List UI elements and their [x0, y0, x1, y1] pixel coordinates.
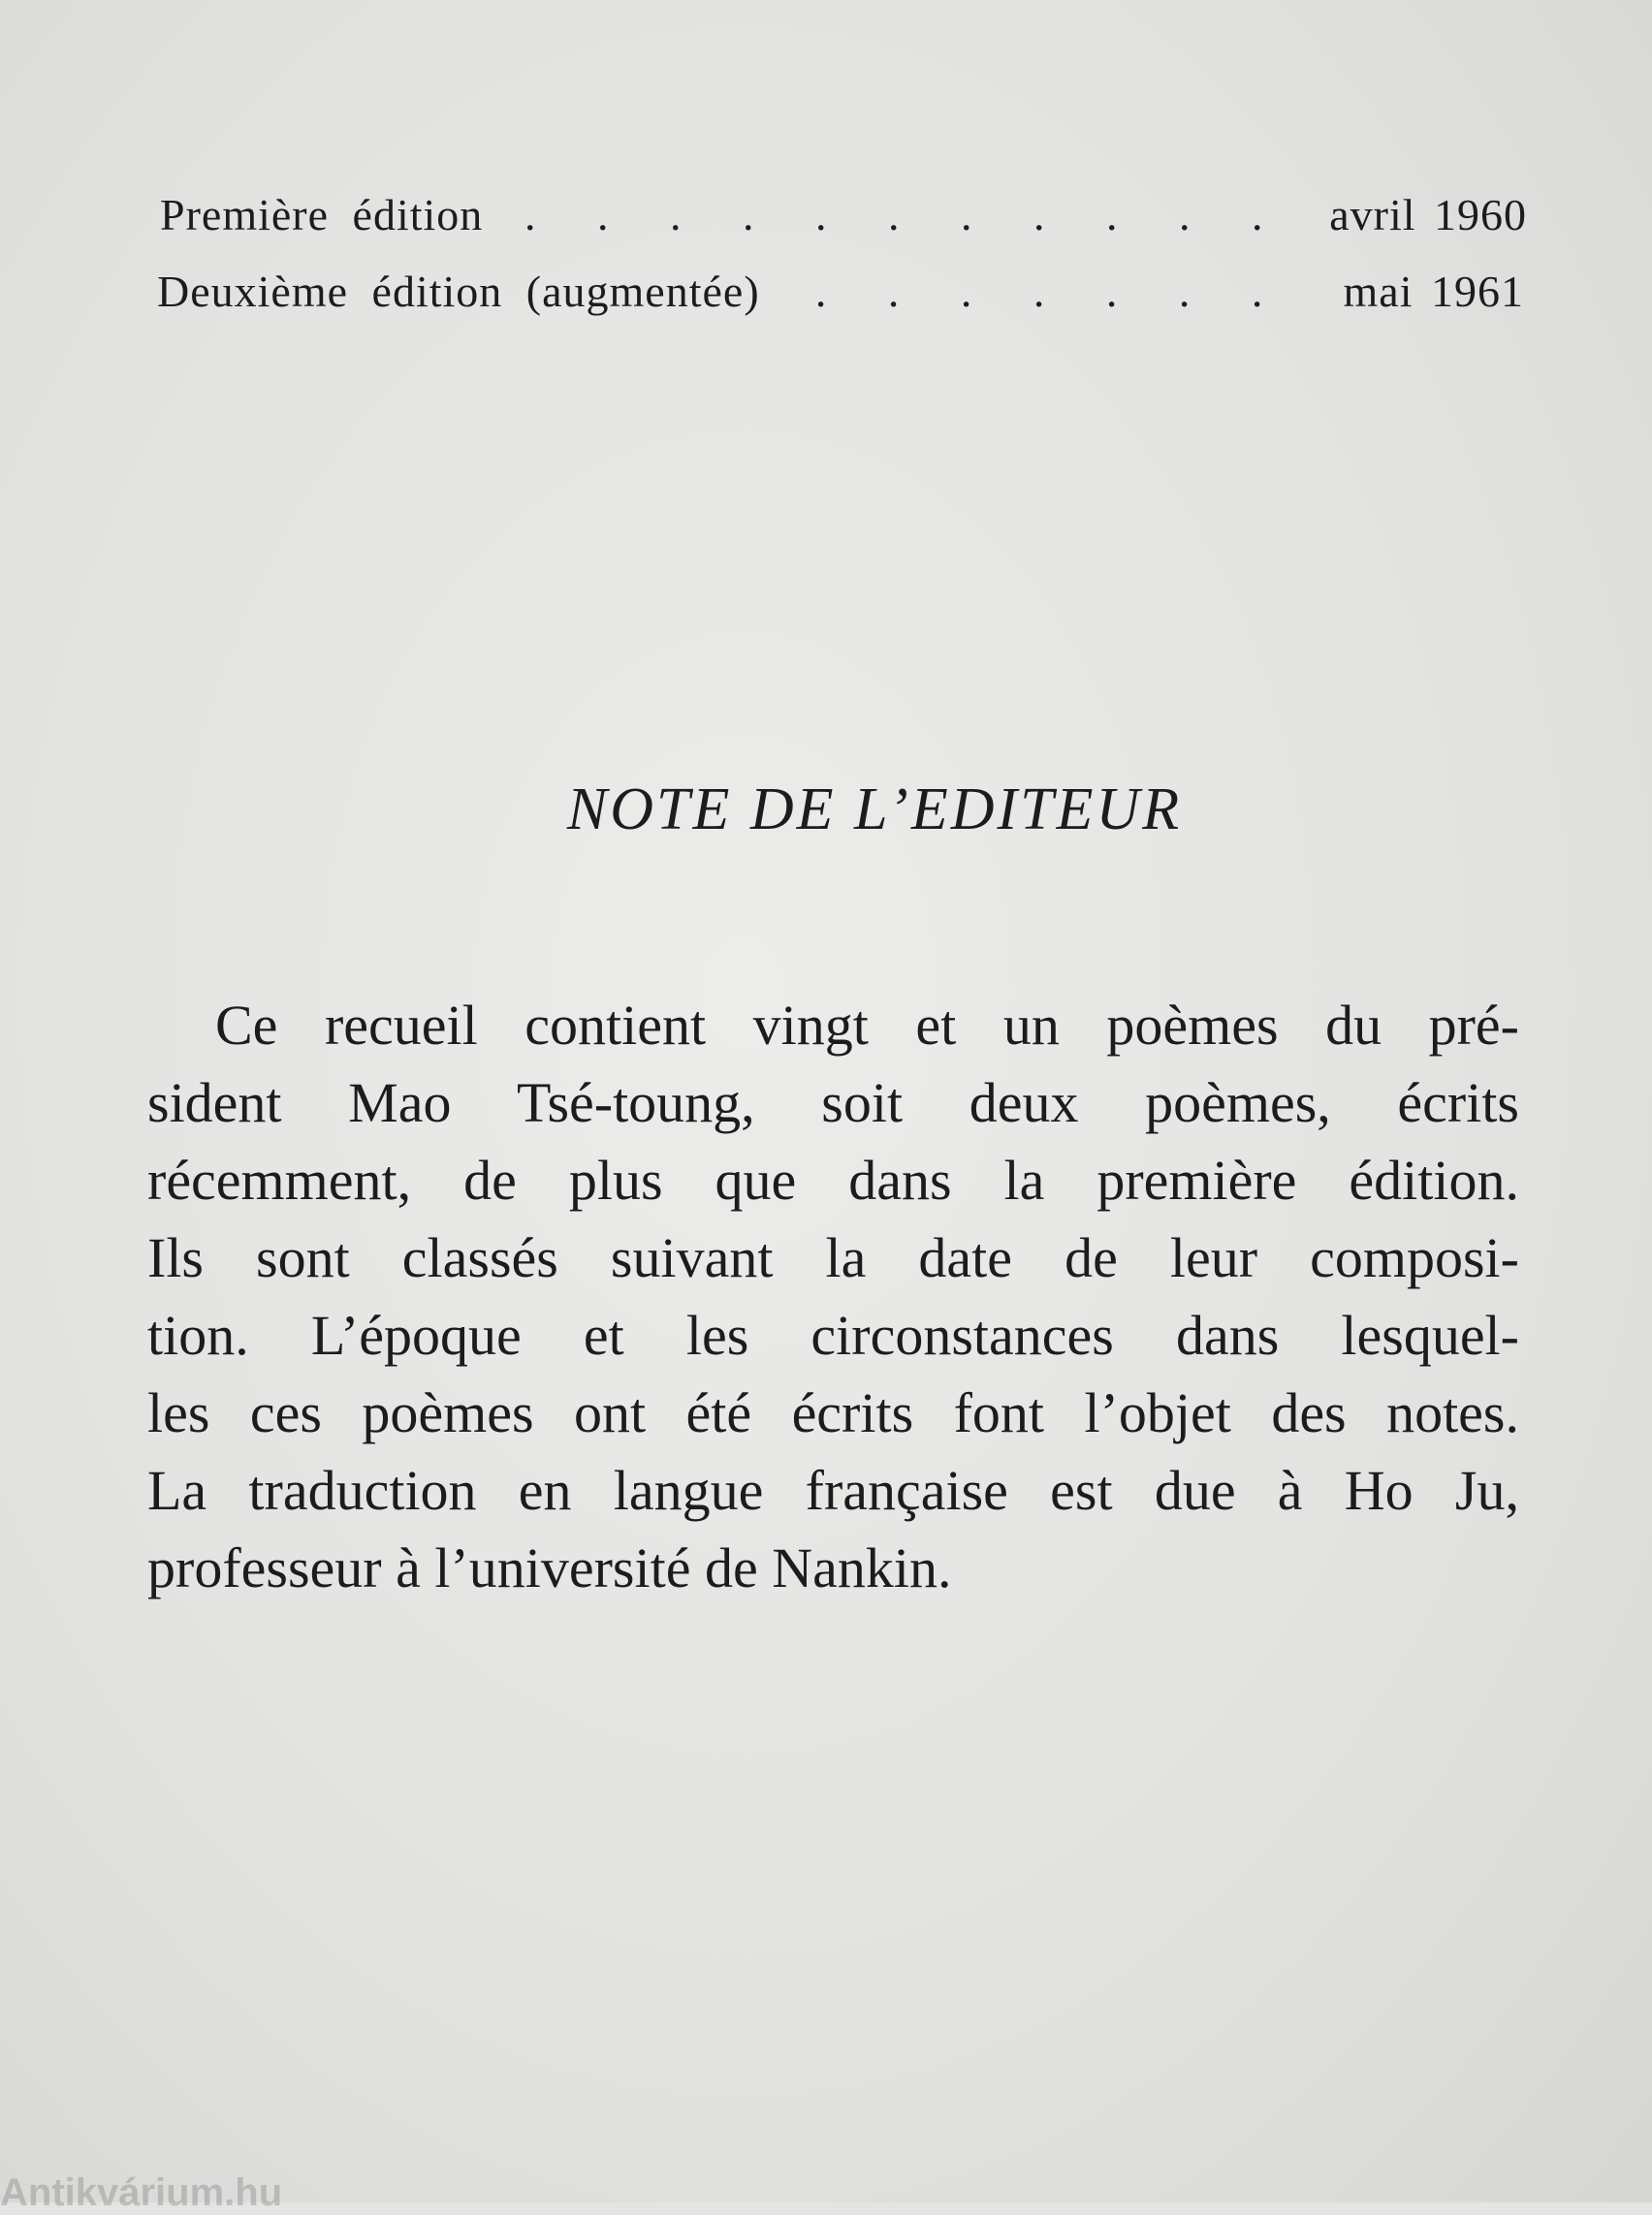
paragraph-line: La traduction en langue française est due à Ho Ju, — [147, 1459, 1519, 1522]
paragraph-line: Ils sont classés suivant la date de leur composi- — [147, 1226, 1519, 1289]
paragraph-line: professeur à l’université de Nankin. — [147, 1536, 952, 1599]
edition-line-first — [160, 189, 1527, 247]
edition-date-second: mai 1961 — [1343, 267, 1524, 316]
paragraph-line: les ces poèmes ont été écrits font l’objet des notes. — [147, 1381, 1519, 1444]
paragraph-line: Ce recueil contient vingt et un poèmes du pré- — [215, 994, 1519, 1057]
edition-date-first: avril 1960 — [1329, 190, 1527, 239]
editor-note-paragraph — [147, 987, 1519, 1607]
watermark-text: Antikvárium.hu — [0, 2171, 283, 2214]
edition-line-second — [157, 266, 1524, 324]
edition-label-second: Deuxième édition (augmentée) — [157, 267, 760, 316]
leader-dots-first: . . . . . . . . . . . — [524, 190, 1288, 239]
paragraph-line: tion. L’époque et les circonstances dans lesquel- — [147, 1304, 1519, 1367]
edition-label-first: Première édition — [160, 190, 484, 239]
paragraph-line: récemment, de plus que dans la première édition. — [147, 1149, 1519, 1212]
paragraph-line: sident Mao Tsé-toung, soit deux poèmes, écrits — [147, 1071, 1519, 1134]
leader-dots-second: . . . . . . . — [814, 267, 1288, 316]
page-title: NOTE DE L’EDITEUR — [566, 776, 1183, 842]
